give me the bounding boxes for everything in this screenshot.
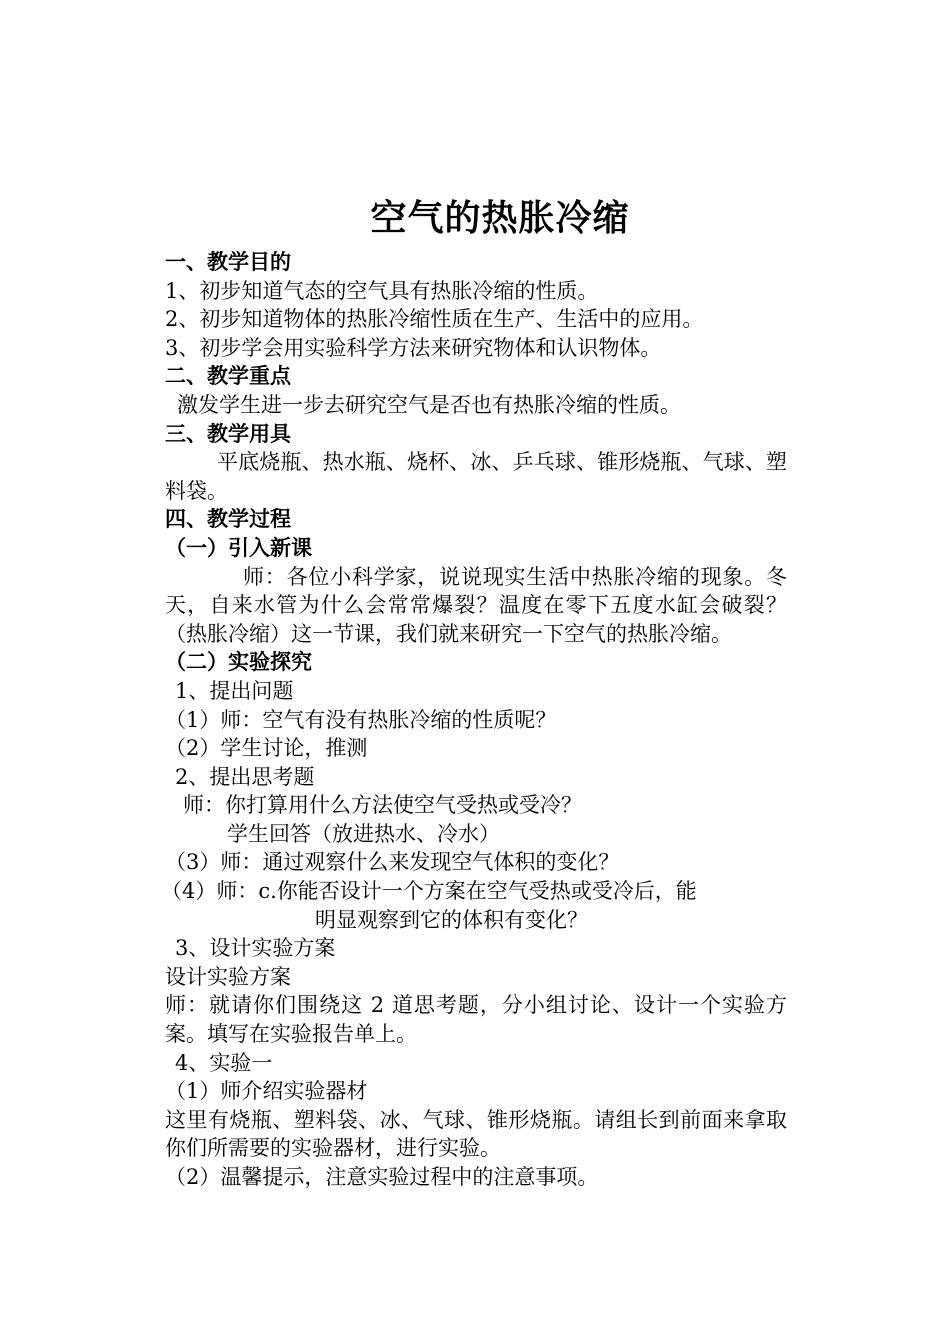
subsection-heading-experiment: （二）实验探究 — [165, 650, 312, 675]
process-line: （3）师：通过观察什么来发现空气体积的变化？ — [165, 850, 620, 875]
process-paragraph: 师：就请你们围绕这 2 道思考题，分小组讨论、设计一个实验方案。填写在实验报告单上。 — [165, 993, 787, 1047]
process-line: 设计实验方案 — [165, 964, 291, 989]
step-heading: 1、提出问题 — [175, 678, 294, 703]
document-page — [161, 190, 787, 1192]
intro-text: 师：各位小科学家，说说现实生活中热胀冷缩的现象。冬天，自来水管为什么会常常爆裂？温度在零下五度水缸会破裂？（热胀冷缩）这一节课，我们就来研究一下空气的热胀冷缩。 — [165, 564, 787, 646]
process-line: （1）师：空气有没有热胀冷缩的性质呢？ — [165, 707, 557, 732]
subsection-heading-intro: （一）引入新课 — [165, 535, 312, 560]
section-heading-objectives: 一、教学目的 — [165, 250, 291, 274]
process-line: （2）温馨提示，注意实验过程中的注意事项。 — [165, 1165, 599, 1189]
process-line: 学生回答（放进热水、冷水） — [227, 821, 500, 846]
step-heading: 3、设计实验方案 — [175, 936, 336, 961]
process-line: （4）师：c.你能否设计一个方案在空气受热或受冷后，能 — [161, 879, 697, 904]
step-heading: 4、实验一 — [175, 1050, 273, 1075]
document-title: 空气的热胀冷缩 — [370, 198, 630, 239]
materials-text: 平底烧瓶、热水瓶、烧杯、冰、乒乓球、锥形烧瓶、气球、塑料袋。 — [165, 450, 787, 503]
process-line: 师：你打算用什么方法使空气受热或受冷？ — [183, 793, 582, 818]
objective-item: 3、初步学会用实验科学方法来研究物体和认识物体。 — [165, 335, 662, 360]
objective-item: 1、初步知道气态的空气具有热胀冷缩的性质。 — [165, 278, 599, 303]
process-line: （1）师介绍实验器材 — [165, 1079, 368, 1104]
section-heading-key-points: 二、教学重点 — [165, 364, 291, 389]
step-heading: 2、提出思考题 — [175, 764, 315, 789]
section-heading-process: 四、教学过程 — [165, 507, 291, 532]
section-heading-materials: 三、教学用具 — [165, 421, 291, 446]
process-line: （2）学生讨论，推测 — [165, 736, 368, 761]
objective-item: 2、初步知道物体的热胀冷缩性质在生产、生活中的应用。 — [165, 307, 704, 332]
process-paragraph: 这里有烧瓶、塑料袋、冰、气球、锥形烧瓶。请组长到前面来拿取你们所需要的实验器材，进行实验。 — [165, 1107, 787, 1161]
key-points-text: 激发学生进一步去研究空气是否也有热胀冷缩的性质。 — [177, 392, 681, 417]
process-line: 明显观察到它的体积有变化？ — [315, 907, 588, 932]
